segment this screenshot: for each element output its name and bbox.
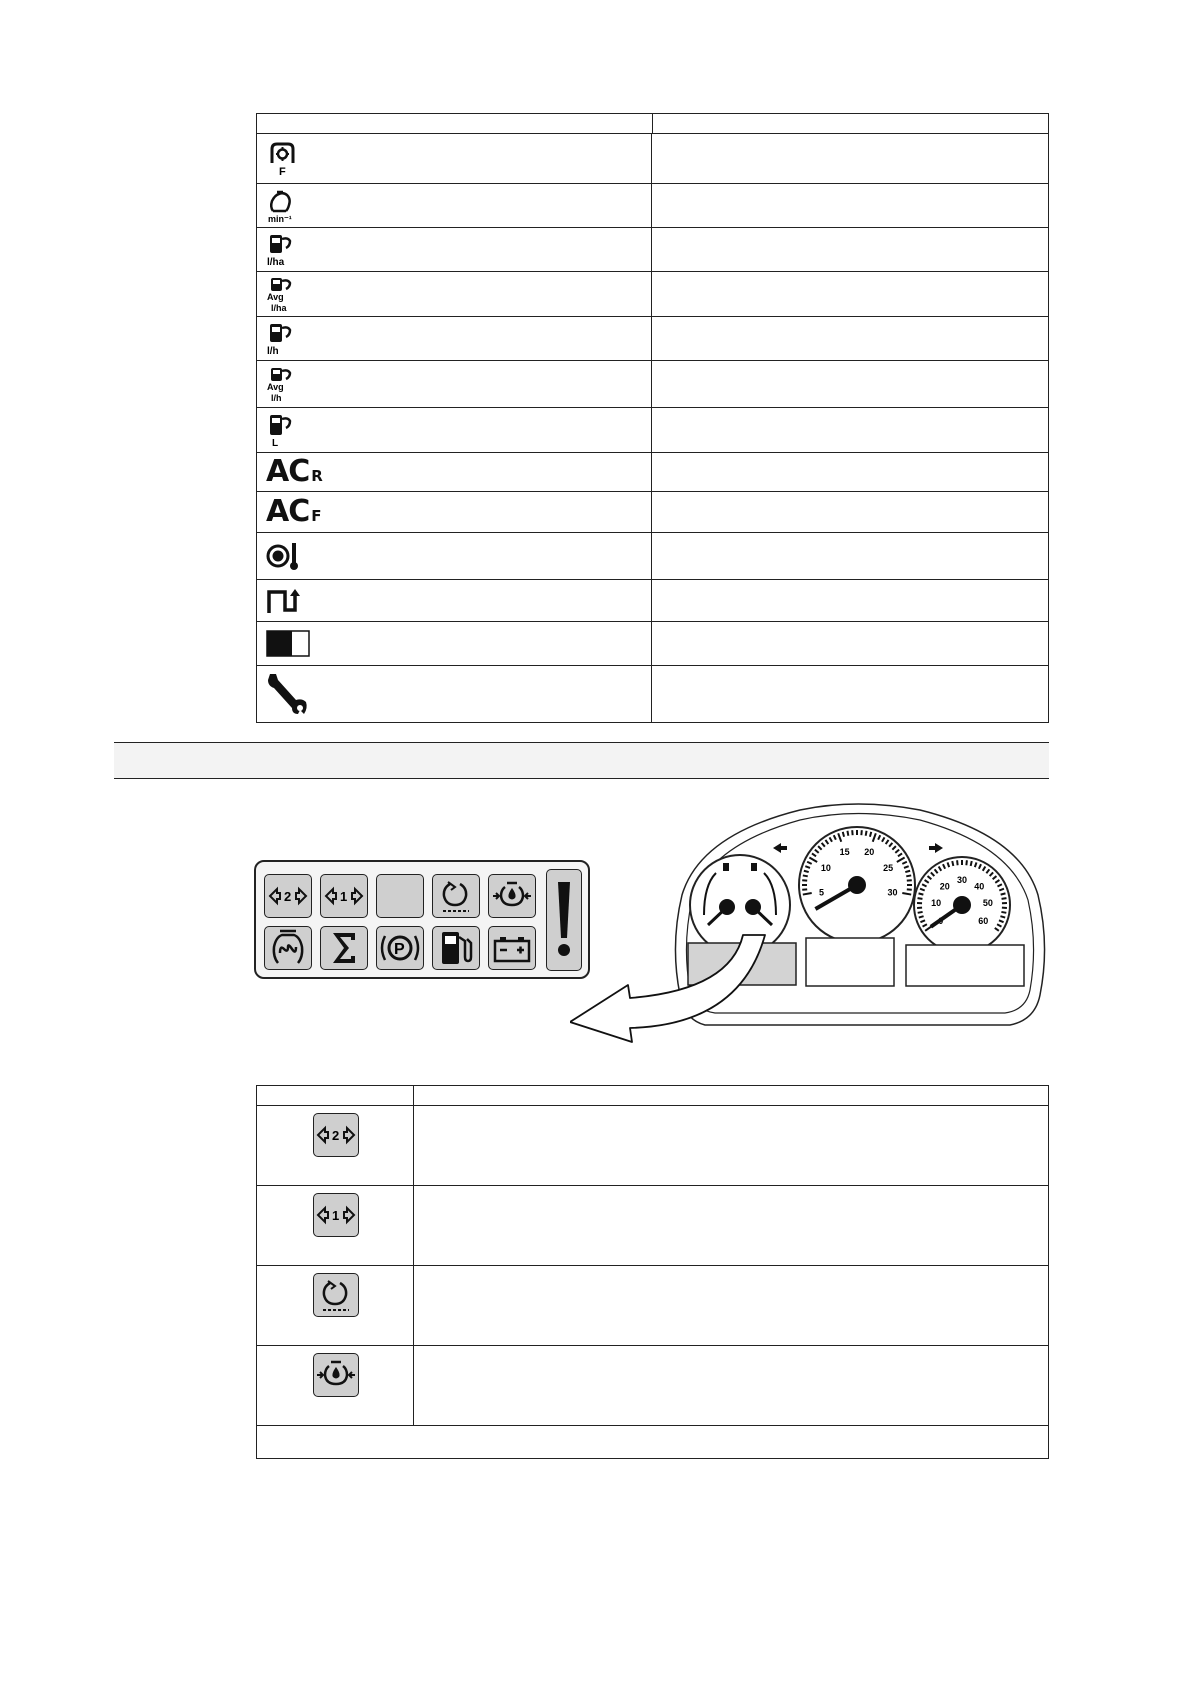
ac-rear-label: R: [311, 467, 322, 485]
display-centre: [806, 938, 894, 986]
speedometer-tick-label: 30: [887, 887, 898, 898]
speedometer-tick-label: 25: [883, 863, 894, 873]
tachometer-tick: [1000, 916, 1005, 917]
tachometer-tick: [971, 861, 972, 866]
range-2-number: 2: [284, 889, 292, 904]
speedometer-hub: [848, 876, 866, 894]
park-brake-lamp: [376, 926, 424, 970]
fuel-level-lamp: [432, 926, 480, 970]
section-header-band: [114, 742, 1049, 779]
oil-pressure-lamp: [313, 1353, 359, 1397]
glow-plug-icon: [270, 929, 306, 967]
fuel-consumed-icon: [266, 412, 298, 448]
oil-pressure-icon: [492, 878, 532, 914]
table-footnote-row: [257, 1426, 1048, 1458]
tachometer-tick: [1001, 893, 1006, 894]
sum-lamp: [320, 926, 368, 970]
engine-rpm-icon: [266, 189, 302, 223]
fuel-mini-icon: [723, 863, 729, 871]
range-2-lamp: [313, 1113, 359, 1157]
wrench-service-icon: [266, 670, 310, 718]
avg-fuel-unit: l/ha: [271, 303, 287, 313]
table-row: [257, 666, 1048, 722]
table-row: [257, 317, 1048, 361]
sigma-icon: [329, 930, 359, 966]
tachometer-tick-label: 40: [974, 881, 985, 892]
avg-label-2: Avg: [267, 382, 284, 392]
range-2-icon: [268, 886, 308, 906]
pto-engaged-icon: [439, 878, 473, 914]
park-brake-icon: [379, 930, 421, 966]
table-row: [257, 408, 1048, 453]
speedometer-tick: [803, 875, 808, 876]
fuel-pump-icon: [438, 929, 474, 967]
range-1-lamp: [313, 1193, 359, 1237]
range-2-number: 2: [332, 1128, 340, 1143]
tachometer-tick: [1001, 912, 1006, 913]
tachometer-tick: [966, 860, 967, 865]
table-header: [257, 1086, 1048, 1106]
display-right: [906, 945, 1024, 986]
ac-front-label: F: [311, 507, 321, 525]
tachometer-tick: [957, 860, 958, 865]
avg-label: Avg: [267, 292, 284, 302]
speedometer: [799, 827, 915, 943]
blank-lamp: [376, 874, 424, 918]
average-fuel-per-hour-icon: [266, 365, 300, 403]
tachometer-tick: [919, 893, 924, 894]
table-row: [257, 361, 1048, 408]
oil-pressure-lamp: [488, 874, 536, 918]
avg-hour-unit: l/h: [271, 393, 282, 403]
tachometer-tick-label: 10: [931, 897, 942, 908]
tachometer-tick: [1002, 898, 1007, 899]
tachometer-tick-label: 20: [939, 881, 950, 892]
range-1-icon: [324, 886, 364, 906]
pto-engaged-icon: [319, 1277, 353, 1313]
table-row: [257, 580, 1048, 622]
speedometer-tick: [847, 831, 848, 836]
warning-lamp-panel: [254, 860, 590, 979]
speedometer-tick: [843, 832, 844, 837]
speedometer-tick: [905, 871, 910, 872]
glow-plug-lamp: [264, 926, 312, 970]
range-1-icon: [316, 1205, 356, 1225]
fuel-hour-unit: l/h: [267, 345, 279, 357]
ac-rear-icon: [266, 454, 322, 489]
symbols-table: [256, 113, 1049, 723]
rpm-unit: min⁻¹: [268, 213, 292, 223]
table-row: [257, 1266, 1048, 1346]
tachometer-tick-label: 60: [978, 915, 989, 926]
temp-mini-icon: [751, 863, 757, 871]
range-1-lamp: [320, 874, 368, 918]
battery-lamp: [488, 926, 536, 970]
litres-unit: L: [272, 438, 279, 448]
tachometer-tick: [918, 912, 923, 913]
table-row: [257, 134, 1048, 184]
callout-arrow: [570, 930, 770, 1045]
speedometer-tick: [804, 871, 809, 872]
range-1-number: 1: [340, 889, 348, 904]
transmission-oil-pressure-icon: [316, 1357, 356, 1393]
table-row: [257, 1186, 1048, 1266]
range-2-lamp: [264, 874, 312, 918]
pto-label: F: [279, 165, 286, 177]
tachometer-tick-label: 30: [956, 875, 968, 885]
tachometer-tick: [952, 861, 953, 866]
ac-label: AC: [266, 494, 310, 529]
transmission-temperature-icon: [266, 540, 300, 572]
ac-label: AC: [266, 454, 310, 489]
warning-lamps-table: [256, 1085, 1049, 1459]
svg-text:P: P: [394, 941, 405, 958]
table-row: [257, 1106, 1048, 1186]
speedometer-tick: [870, 832, 871, 837]
tachometer: [914, 857, 1010, 953]
tachometer-tick: [918, 898, 923, 899]
table-row: [257, 533, 1048, 580]
range-1-number: 1: [332, 1208, 340, 1223]
speedometer-tick-label: 10: [820, 863, 831, 873]
headland-sequence-icon: [266, 586, 306, 616]
tachometer-hub: [953, 896, 971, 914]
speedometer-tick-label: 5: [819, 887, 825, 898]
table-row: [257, 622, 1048, 666]
table-row: [257, 228, 1048, 272]
speedometer-tick: [906, 875, 911, 876]
speedometer-tick: [866, 831, 867, 836]
table-row: [257, 272, 1048, 317]
tachometer-tick: [919, 916, 924, 917]
percentage-bar-icon: [266, 630, 312, 658]
pto-engaged-lamp: [313, 1273, 359, 1317]
battery-icon: [492, 933, 532, 963]
table-header: [257, 114, 1048, 134]
tachometer-tick-label: 50: [982, 897, 993, 908]
table-row: [257, 1346, 1048, 1426]
fuel-unit: l/ha: [267, 256, 285, 268]
fuel-per-hectare-icon: [266, 232, 298, 268]
table-row: [257, 492, 1048, 533]
fuel-per-hour-icon: [266, 321, 298, 357]
range-2-icon: [316, 1125, 356, 1145]
table-row: [257, 453, 1048, 492]
average-fuel-per-hectare-icon: [266, 275, 300, 313]
pto-engaged-lamp: [432, 874, 480, 918]
speedometer-tick-label: 15: [839, 847, 850, 858]
speedometer-tick-label: 20: [864, 847, 875, 858]
ac-front-icon: [266, 494, 321, 529]
table-row: [257, 184, 1048, 228]
pto-front-speed-icon: [266, 141, 300, 177]
